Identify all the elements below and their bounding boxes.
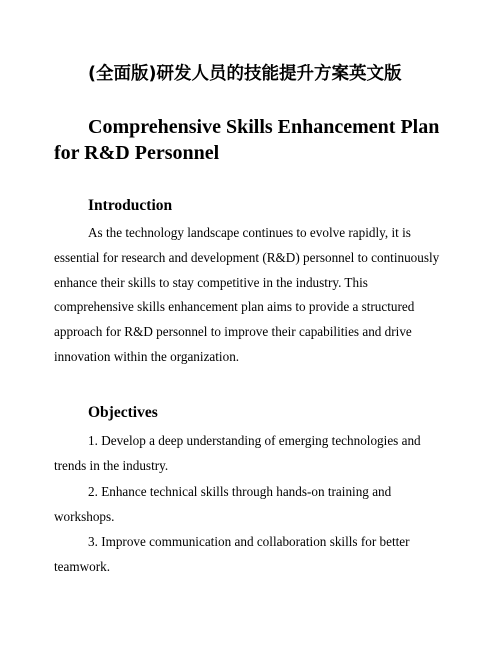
objective-item-2: 2. Enhance technical skills through hands-on training and workshops. (54, 484, 392, 524)
document-heading: Comprehensive Skills Enhancement Plan for R&D Personnel (54, 116, 440, 164)
objective-item-3: 3. Improve communication and collaboration skills for better teamwork. (54, 534, 410, 574)
introduction-heading: Introduction (88, 197, 173, 214)
objectives-heading: Objectives (88, 404, 158, 421)
objective-item-1: 1. Develop a deep understanding of emerging technologies and trends in the industry. (54, 433, 421, 473)
document-title: (全面版)研发人员的技能提升方案英文版 (88, 64, 402, 84)
introduction-paragraph: As the technology landscape continues to evolve rapidly, it is essential for research and development (R&D) personnel to continuously enhance their skills to stay competitive in the industry. This comprehensive skills enhancement plan aims to provide a structured approach for R&D personnel to improve their capabilities and drive innovation within the organization. (54, 225, 440, 364)
